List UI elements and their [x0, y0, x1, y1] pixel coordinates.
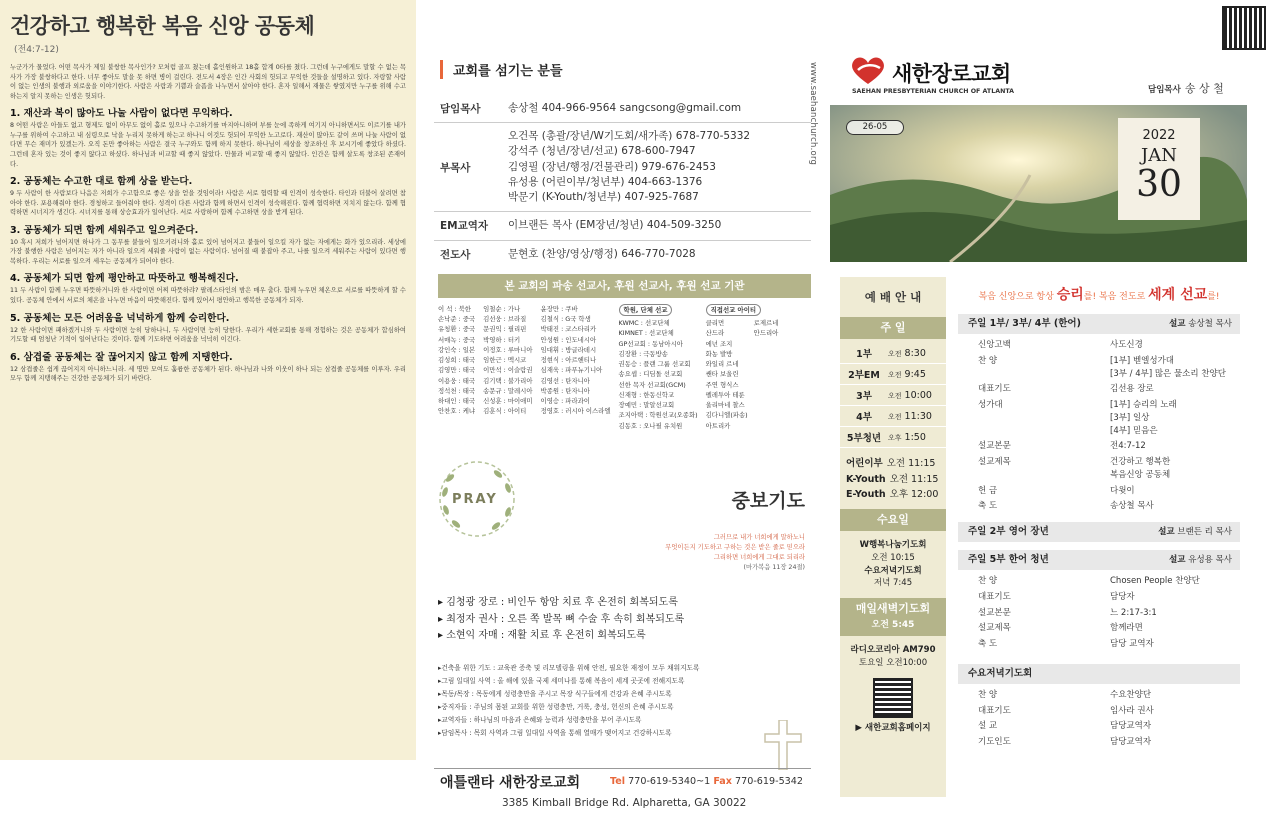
wednesday-services: W행복나눔기도회 오전 10:15 수요저녁기도회 저녁 7:45: [859, 540, 927, 589]
staff-name: 유성용 (어린이부/청년부) 404-663-1376: [508, 175, 703, 188]
missionary-entry: 김기택 : 불가리아: [483, 376, 533, 385]
missions-col: [483, 304, 532, 431]
sunday-tag: 주 일: [840, 317, 946, 339]
staff-row: [430, 123, 815, 211]
head-pastor: 담임목사 송 상 철: [1148, 82, 1224, 95]
prayer-item: ▸ 소현익 자매 : 재활 치료 후 온전히 회복되도록: [438, 630, 646, 641]
missionary-entry: 김성희 : 태국: [438, 356, 476, 364]
staff-list: [430, 95, 815, 268]
missionary-entry: 서매녹 : 중국: [438, 335, 476, 344]
missionary-entry: 울리마네 찰스: [705, 401, 745, 409]
missionary-entry: 정영호 : 러시아 이스라엘: [540, 407, 611, 416]
request-item: ▸건축을 위한 기도 : 교육관 증축 및 리모델링을 위해 안전, 필요한 재정이 모두 채워지도록: [438, 664, 700, 672]
order-row: 대표기도 담당자: [978, 591, 1135, 602]
order-header: 주일 5부 한어 청년 설교 유성용 목사: [958, 550, 1240, 570]
missions-col: [706, 304, 779, 431]
footer-address: 3385 Kimball Bridge Rd. Alpharetta, GA 30022: [502, 797, 747, 809]
service-time-row: 1부 오전 8:30: [840, 343, 946, 364]
intercession-title: 중보기도: [731, 490, 805, 512]
missionary-entry: 클리먼: [705, 319, 725, 327]
website-url[interactable]: www.saehanchurch.org: [808, 62, 818, 166]
prayer-items: [438, 595, 684, 645]
missionary-entry: 김철식 : G국 학생: [540, 315, 591, 323]
missionary-entry: 이 석 : 북한: [438, 304, 471, 313]
missionary-entry: 박영하 : 터키: [483, 335, 521, 344]
missionary-entry: 신성훈 : 마이애미: [483, 397, 533, 405]
cross-icon: [763, 720, 803, 770]
staff-panel: [430, 38, 815, 809]
missionary-entry: 박종원 : 탄자니아: [540, 386, 590, 395]
missionary-entry: 김선웅 : 브라질: [483, 315, 527, 323]
missionary-entry: 아트리카: [705, 421, 731, 430]
missionary-entry: 안성원 : 인도네시아: [540, 335, 597, 344]
missionary-entry: 화농 발방: [705, 349, 733, 358]
missions-col: [619, 304, 698, 431]
request-item: ▸담임목사 : 목회 사역과 그림 일대일 사역을 통해 열매가 맺어지고 건강하시도록: [438, 729, 672, 738]
order-row: 축 도 송상철 목사: [978, 501, 1154, 512]
order-header: 수요저녁기도회: [958, 664, 1240, 684]
order-row: 설교본문 느 2:17-3:1: [978, 607, 1157, 618]
missions-box-label: 직접선교 아이티: [706, 304, 761, 316]
missions-col: [438, 304, 475, 431]
missionary-entry: 장예민 : 말알선교회: [618, 401, 675, 409]
prayer-item: ▸ 김청광 장로 : 비인두 항암 치료 후 온전히 회복되도록: [438, 597, 678, 608]
missionary-entry: 김다니엘(파송): [705, 411, 748, 420]
staff-row: [430, 241, 815, 268]
worship-orders: [958, 284, 1240, 754]
radio-info: 라디오코리아 AM790 토요일 오전10:00: [850, 645, 936, 668]
missionary-entry: 손낙준 : 중국: [438, 315, 476, 323]
missionary-entry: 김영만 : 태국: [438, 366, 476, 375]
missionary-entry: 송요셉 : 디딤돌 선교회: [618, 370, 683, 379]
missionary-entry: 유청환 : 중국: [438, 325, 476, 334]
missionary-entry: 산드라: [705, 329, 725, 338]
request-item: ▸목동/목장 : 목동에게 성령충만을 주시고 목장 식구들에게 건강과 은혜 주시도록: [438, 690, 672, 699]
date-box: [1118, 118, 1200, 220]
missionary-entry: 이만석 : 이슬람권: [483, 366, 533, 375]
missionary-entry: 이용웅 : 태국: [438, 376, 476, 385]
missionary-entry: 김훈식 : 아이티: [483, 407, 527, 416]
youth-times: 어린이부 오전 11:15 K-Youth 오전 11:15 E-Youth 오후 12:00: [846, 458, 939, 501]
missions-box-label: 학원, 단체 선교: [619, 304, 673, 316]
order-row: 대표기도 김선용 장로: [978, 384, 1154, 395]
order-list: [958, 570, 1240, 656]
footer-contact: Tel 770-619-5340~1 Fax 770-619-5342: [610, 776, 803, 787]
sermon-para-6: 12 삼겹줄은 쉽게 끊어지지 아니하느니라. 세 명만 모여도 훌륭한 공동체가 된다. 하나님과 나와 이웃이 하나 되는 삼겹줄 공동체를 이루자. 우리 모두 함께 지탱해주는 건강한 공동체가 되기 바란다.: [10, 365, 406, 383]
missionary-entry: 송문규 : 말레시아: [483, 386, 533, 395]
missionary-entry: 김동호 : 오나필 유치원: [618, 421, 683, 430]
missionary-entry: 주연 형식스: [705, 380, 739, 389]
staff-role: EM교역자: [440, 220, 489, 233]
dawn-tag: 매일새벽기도회 오전 5:45: [840, 598, 946, 636]
church-motto: 복음 신앙으로 항상 승리를! 복음 전도로 세계 선교를!: [978, 287, 1220, 303]
staff-name: 문현호 (찬양/영상/행정) 646-770-7028: [508, 247, 696, 260]
order-row: 신앙고백 사도신경: [978, 340, 1143, 350]
missionary-entry: 강인숙 : 일본: [438, 345, 476, 354]
missionary-entry: 임한근 : 멕시코: [483, 356, 527, 364]
staff-name: 김영필 (장년/행정/건물관리) 979-676-2453: [508, 160, 716, 173]
sermon-point-3: 3. 공동체가 되면 함께 세워주고 일으켜준다.: [10, 224, 199, 236]
missionary-entry: GP선교회 : 동남아시아: [618, 339, 683, 348]
request-item: ▸그림 일대일 사역 : 올 해에 있을 국제 세미나를 통해 복음이 세계 곳곳에 전해지도록: [438, 677, 685, 686]
missionary-entry: 에넌 조지: [705, 339, 733, 348]
missions-col: [541, 304, 611, 431]
pray-label: PRAY: [452, 492, 498, 507]
footer-church-name: 애틀랜타 새한장로교회: [440, 775, 581, 791]
missionary-entry: 펠레투아 테룬: [705, 390, 745, 399]
order-row: 찬 양 수요찬양단: [978, 689, 1152, 700]
missions-list: [430, 304, 815, 431]
missionary-entry: 심재욱 : 파푸뉴기니아: [540, 366, 603, 375]
service-schedule: [840, 277, 946, 797]
sermon-panel: [0, 0, 416, 760]
sermon-intro: 누군가가 물었다. 어떤 목사가 제일 불쌍한 목사인가? 모처럼 골프 쳤는데 홀인원하고 18홀 합계 0타를 쳤다. 그런데 누구에게도 말할 수 없는 목사가 가장 불쌍하다고 한다. 너무 좋아도 말을 못 하면 병이 걸린다. 전도서 4장은 인간 사회의 헛되고 무익한 것들을 설명하고 있다. 자랑할 사람이 없는 인생의 불행과 외로움을 이야기한다. 사람은 사람과 기쁨과 슬픔을 나누면서 살아야 한다. 혼자 일해서 재물은 쌓였지만 누구를 위해 수고하는지 알지 못하는 인생은 헛되다.: [10, 64, 406, 100]
missionary-entry: KWMC : 선교단체: [618, 319, 670, 327]
church-name: 새한장로교회: [892, 62, 1011, 86]
homepage-link[interactable]: ▶ 새한교회홈페이지: [855, 722, 931, 733]
date-year: 2022: [1142, 128, 1176, 143]
missionary-entry: 김영선 : 탄자니아: [540, 376, 590, 385]
prayer-item: ▸ 최정자 권사 : 오른 쪽 발목 뼈 수술 후 속히 회복되도록: [438, 613, 685, 625]
staff-heading: 교회를 섬기는 분들: [440, 60, 815, 79]
prayer-quote: 그러므로 내가 너희에게 말하노니 무엇이든지 기도하고 구하는 것은 받은 줄로 믿으라 그리하면 너희에게 그대로 되리라 (마가복음 11장 24절): [665, 534, 805, 572]
service-time-row: 4부 오전 11:30: [840, 406, 946, 427]
sermon-title: 건강하고 행복한 복음 신앙 공동체: [10, 13, 315, 38]
staff-row: [430, 212, 815, 239]
church-name-en: SAEHAN PRESBYTERIAN CHURCH OF ATLANTA: [852, 88, 1015, 95]
sermon-para-1: 8 어떤 사람은 아들도 없고 형제도 없이 아무도 없이 홀로 있으나 수고하기를 마지아니하며 부를 눈에 족하게 여기지 아니하면서도 이르기를 내가 누구를 위하여 수고하고 내 심령으로 낙을 누리지 못하게 하는고 하나니 이것도 헛되어 무익한 노고로다. 재산이 많아도 같이 쓰며 나눌 사람이 없다면 무슨 재미가 있겠는가. 오직 돈만 좋아하는 사람은 결국 누구와도 함께 하지 못한다. 하나님이 세상을 창조하신 후 보시기에 좋았다 하셨다. 그런데 혼자 있는 것이 좋지 않다고 하셨다. 하나님과 비교할 때 좋지 않았다. 만물과 비교할 때 좋지 않았다. 인간은 함께 살도록 창조된 존재이다.: [10, 122, 406, 168]
sermon-para-2: 9 두 사람이 한 사람보다 나음은 저희가 수고함으로 좋은 상을 얻을 것임이라! 사람은 서로 협력할 때 인격이 성숙한다. 타인과 더불어 살려면 참아야 한다. 포용해줘야 한다. 경청하고 들어줘야 한다. 성격이 다른 사람과 함께 하면서 인격이 성숙해진다. 함께 협력하면 지치지 않는다. 함께 협력하면 시너지가 생긴다. 시너지를 통해 상승효과가 일어난다. 서로 사랑하며 함께 수고하면 상을 받게 된다.: [10, 190, 406, 217]
order-row: 찬 양 [1부] 벧엘성가대 [3부 / 4부] 많은 물소리 찬양단: [978, 355, 1226, 379]
sermon-para-4: 11 두 사람이 함께 누우면 따뜻하거니와 한 사람이면 어찌 따뜻하랴? 팔레스타인의 밤은 매우 춥다. 함께 누우면 체온으로 서로를 따뜻하게 할 수 있다. 공동체 안에서 서로의 체온을 나누면 마음이 따뜻해진다. 함께 있어서 평안하고 행복한 공동체가 되자.: [10, 287, 406, 304]
service-time-row: 5부청년 오후 1:50: [840, 427, 946, 448]
sermon-point-5: 5. 공동체는 모든 어려움을 넉넉하게 함께 승리한다.: [10, 312, 230, 324]
date-day: 30: [1136, 164, 1182, 205]
order-list: [958, 684, 1240, 754]
staff-name: 이브랜든 목사 (EM장년/청년) 404-509-3250: [508, 219, 722, 232]
sermon-para-3: 10 혹시 저희가 넘어지면 하나가 그 동무를 붙들어 일으키려니와 홀로 있어 넘어지고 붙들어 일으킬 자가 없는 자에게는 화가 있으리라. 세상에 가장 불행한 사람은 넘어지는 자가 아니라 일으켜 세워줄 사람이 없는 사람이다. 넘어질 때 붙잡아 주고, 나를 일으켜 세워주는 사람이 있다면 행복하다. 우리는 서로를 일으켜 세우는 공동체가 되어야 한다.: [10, 238, 406, 265]
sermon-reference: (전4:7-12): [14, 45, 59, 55]
sermon-point-2: 2. 공동체는 수고한 대로 함께 상을 받는다.: [10, 176, 193, 188]
missionary-entry: 와일리 르네: [705, 360, 739, 368]
order-row: 대표기도 임사라 권사: [978, 705, 1154, 716]
date-month: JAN: [1141, 145, 1177, 166]
prayer-requests: [438, 662, 699, 740]
wednesday-tag: 수요일: [840, 509, 946, 531]
order-row: 설 교 담당교역자: [978, 721, 1152, 732]
order-row: 설교본문 전4:7-12: [978, 441, 1146, 452]
missionary-entry: 안찬호 : 케냐: [438, 407, 476, 416]
order-row: 축 도 담당 교역자: [978, 639, 1154, 649]
missionary-entry: 박태진 : 코스타리카: [540, 325, 597, 334]
staff-name: 오건목 (총괄/장년/W기도회/새가족) 678-770-5332: [508, 130, 751, 143]
missionary-entry: 이영승 : 파라과이: [540, 397, 590, 405]
service-time-row: 3부 오전 10:00: [840, 385, 946, 406]
missions-banner: 본 교회의 파송 선교사, 후원 선교사, 후원 선교 기관: [438, 274, 811, 298]
missionary-entry: 김장환 : 극동방송: [618, 349, 668, 358]
missionary-entry: 선한 목자 선교회(GCM): [618, 380, 686, 389]
missionary-entry: 윤장만 : 쿠바: [540, 304, 578, 313]
staff-role: 담임목사: [440, 103, 481, 115]
missionary-entry: 임대휘 : 방글라데시: [540, 345, 597, 354]
service-title: 예 배 안 내: [864, 290, 922, 304]
missionary-entry: 이정호 : 루마니아: [483, 345, 533, 354]
order-row: 기도인도 담당교역자: [978, 737, 1152, 747]
sermon-point-4: 4. 공동체가 되면 함께 평안하고 따뜻하고 행복해진다.: [10, 273, 239, 285]
order-row: 성가대 [1부] 승리의 노래 [3부] 일상 [4부] 믿음은: [978, 400, 1177, 436]
order-header: 주일 2부 영어 장년 설교 브랜든 리 목사: [958, 522, 1240, 542]
order-row: 찬 양 Chosen People 찬양단: [978, 576, 1200, 586]
staff-name: 강석주 (청년/장년/선교) 678-600-7947: [508, 145, 696, 158]
staff-role: 전도사: [440, 248, 471, 261]
order-list: [958, 334, 1240, 518]
homepage-qr-icon[interactable]: [873, 678, 913, 718]
missionary-entry: 권동승 : 플랜 그룹 선교회: [618, 360, 691, 368]
missionary-entry: 정석천 : 태국: [438, 386, 476, 395]
order-row: 설교제목 함께라면: [978, 623, 1143, 634]
missionary-entry: 신재형 : 한동신학교: [618, 390, 675, 399]
missionary-entry: 조지아택 : 학원선교(오종화): [618, 411, 698, 420]
missionary-entry: 로제르네: [753, 319, 779, 327]
missionary-entry: 임철순 : 가나: [483, 304, 521, 313]
staff-name: 송상철 404-966-9564 sangcsong@gmail.com: [508, 102, 742, 114]
missionary-entry: KIMNET : 선교단체: [618, 329, 674, 338]
staff-row: [430, 95, 815, 122]
missionary-entry: 하대인 : 태국: [438, 397, 476, 405]
sunday-times: [840, 339, 946, 452]
order-header: 주일 1부/ 3부/ 4부 (한어) 설교 송상철 목사: [958, 314, 1240, 334]
church-logo-icon: [850, 56, 886, 86]
missionary-entry: 정현식 : 아르헨티나: [540, 356, 597, 364]
service-time-row: 2부EM 오전 9:45: [840, 364, 946, 385]
staff-role: 부목사: [440, 161, 471, 174]
sermon-point-1: 1. 재산과 복이 많아도 나눌 사람이 없다면 무익하다.: [10, 108, 233, 120]
request-item: ▸중직자들 : 주님의 몸된 교회를 위한 성령충만, 거룩, 충성, 헌신의 은혜 주시도록: [438, 703, 674, 712]
missionary-entry: 쌘타 보울린: [705, 370, 739, 379]
order-row: 설교제목 건강하고 행복한 복음신앙 공동체: [978, 457, 1171, 480]
missionary-entry: 안드리아: [753, 329, 779, 338]
request-item: ▸교역자들 : 하나님의 마음과 은혜와 능력과 성령충만을 부어 주시도록: [438, 716, 642, 725]
issue-number: 26-05: [846, 120, 904, 135]
missionary-entry: 문권익 : 필리핀: [483, 325, 527, 334]
sermon-para-5: 12 한 사람이면 패하겠거니와 두 사람이면 능히 당하나니, 두 사람이면 능히 당한다. 우리가 세한교회를 통해 경험하는 것은 공동체가 합심하여 기도할 때 엄청난 기적이 일어난다는 것이다. 함께 기도하면 어려움을 넉넉히 이긴다.: [10, 326, 406, 344]
order-row: 헌 금 다윗이: [978, 485, 1135, 496]
sermon-point-6: 6. 삼겹줄 공동체는 잘 끊어지지 않고 함께 지탱한다.: [10, 351, 233, 363]
staff-name: 박문기 (K-Youth/청년부) 407-925-7687: [508, 191, 699, 204]
